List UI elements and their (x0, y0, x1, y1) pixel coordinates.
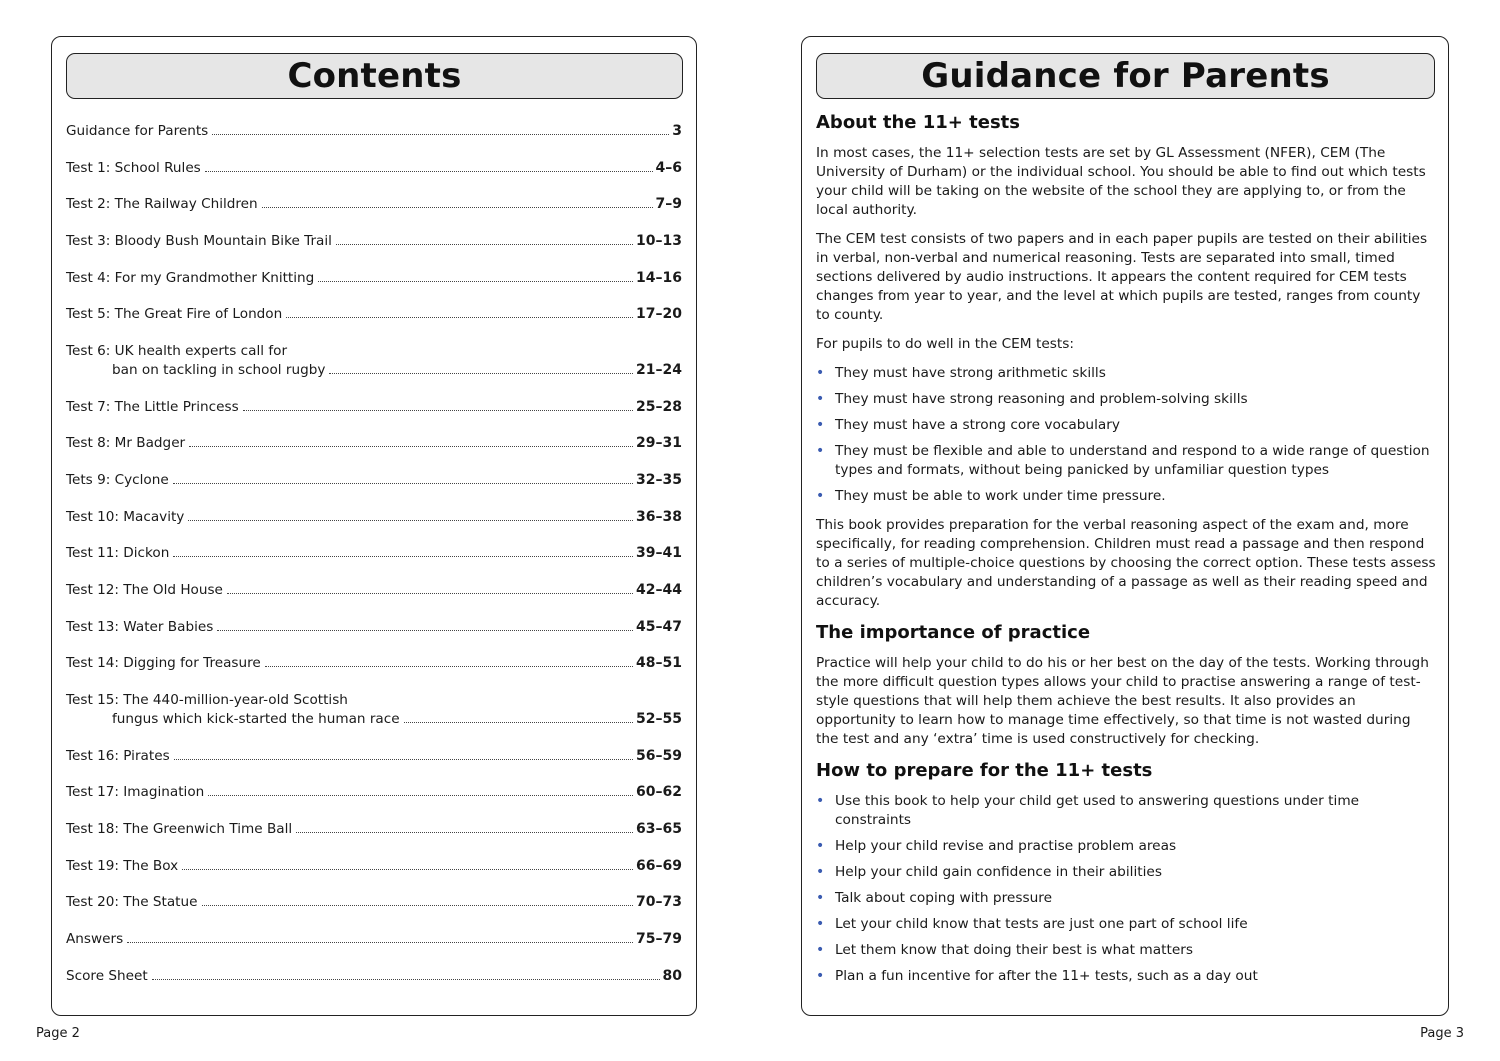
toc-entry-title: Test 7: The Little Princess (66, 398, 239, 415)
toc-entry-page: 52–55 (636, 711, 682, 728)
toc-entry-line2 (66, 711, 682, 727)
toc-entry-page: 17–20 (636, 306, 682, 323)
toc-entry[interactable] (66, 343, 682, 399)
bullet-icon: • (816, 417, 825, 433)
leader-dots (182, 869, 633, 870)
bullet-icon: • (816, 443, 825, 459)
toc-entry-title: Answers (66, 931, 124, 948)
bullet-text: They must have strong reasoning and problem-solving skills (835, 391, 1248, 407)
paragraph: The CEM test consists of two papers and in each paper pupils are tested on their abilities in verbal, non-verbal and numerical reasoning. Tests are separated into small, timed sections delivered by audio instructions. It appears the content required for CEM tests changes from year to year, and the level at which pupils are tested, ranges from county to county. (816, 231, 1428, 323)
section-heading: How to prepare for the 11+ tests (816, 760, 1153, 781)
bullet-item (816, 416, 1436, 435)
leader-dots (173, 483, 633, 484)
toc-entry[interactable] (66, 160, 682, 197)
toc-entry[interactable] (66, 306, 682, 343)
bullet-item (816, 967, 1436, 986)
toc-entry[interactable] (66, 968, 682, 1005)
leader-dots (202, 905, 634, 906)
toc-entry[interactable] (66, 233, 682, 270)
paragraph: This book provides preparation for the verbal reasoning aspect of the exam and, more specifically, for reading comprehension. Children must read a passage and then respond to a series of multiple-choice questions by choosing the correct option. These tests assess children’s vocabulary and understanding of a passage as well as their reading speed and accuracy. (816, 517, 1436, 609)
toc-entry-page: 63–65 (636, 821, 682, 837)
paragraph: Practice will help your child to do his or her best on the day of the tests. Working through the more difficult question types allows your child to practise answering a range of test-style questions that will help them achieve the best results. It also provides an opportunity to learn how to manage time effectively, so that time is not wasted during the test and any ‘extra’ time is used constructively for checking. (816, 655, 1429, 747)
toc-entry-title: Test 3: Bloody Bush Mountain Bike Trail (66, 233, 332, 250)
paragraph: For pupils to do well in the CEM tests: (816, 336, 1074, 352)
toc-entry-page: 80 (662, 967, 682, 984)
bullet-text: Help your child revise and practise problem areas (835, 838, 1177, 854)
bullet-text: Use this book to help your child get used to answering questions under time constraints (835, 793, 1360, 828)
bullet-text: They must have a strong core vocabulary (835, 417, 1121, 433)
table-of-contents (66, 123, 682, 1004)
leader-dots (318, 281, 633, 282)
contents-title: Contents (66, 53, 683, 99)
toc-entry-title: Test 6: UK health experts call for (66, 343, 288, 360)
toc-entry[interactable] (66, 582, 682, 619)
toc-entry-page: 36–38 (636, 508, 682, 525)
toc-entry-line2 (66, 362, 682, 378)
bullet-icon: • (816, 488, 825, 504)
toc-entry[interactable] (66, 435, 682, 472)
toc-entry-page: 10–13 (636, 233, 682, 250)
toc-entry-page: 60–62 (636, 784, 682, 801)
toc-entry-title: Test 18: The Greenwich Time Ball (66, 821, 293, 837)
bullet-item (816, 889, 1436, 908)
toc-entry[interactable] (66, 784, 682, 821)
leader-dots (227, 593, 633, 594)
toc-entry-page: 21–24 (636, 362, 682, 379)
bullet-item (816, 915, 1436, 934)
leader-dots (189, 446, 633, 447)
bullet-icon: • (816, 793, 825, 809)
leader-dots (188, 520, 633, 521)
bullet-text: Help your child gain confidence in their abilities (835, 864, 1162, 880)
toc-entry[interactable] (66, 619, 682, 656)
bullet-text: Plan a fun incentive for after the 11+ tests, such as a day out (835, 968, 1258, 984)
bullet-text: Let them know that doing their best is what matters (835, 942, 1194, 958)
bullet-text: They must be able to work under time pressure. (835, 488, 1166, 504)
bullet-item (816, 442, 1436, 480)
bullet-text: Talk about coping with pressure (835, 890, 1053, 906)
leader-dots (173, 556, 633, 557)
leader-dots (243, 410, 633, 411)
toc-entry[interactable] (66, 748, 682, 785)
toc-entry-title: Test 2: The Railway Children (66, 196, 258, 213)
leader-dots (336, 244, 633, 245)
bullet-icon: • (816, 838, 825, 854)
bullet-icon: • (816, 365, 825, 381)
section-heading: The importance of practice (816, 622, 1091, 643)
leader-dots (262, 207, 653, 208)
leader-dots (208, 795, 633, 796)
toc-entry-title: Test 8: Mr Badger (66, 435, 186, 452)
toc-entry-page: 45–47 (636, 618, 682, 635)
toc-entry-page: 70–73 (636, 894, 682, 911)
toc-entry-title-continued: fungus which kick-started the human race (112, 711, 400, 728)
bullet-text: Let your child know that tests are just one part of school life (835, 916, 1248, 932)
toc-entry-page: 56–59 (636, 747, 682, 764)
toc-entry-title: Test 10: Macavity (66, 508, 185, 525)
contents-panel (51, 36, 697, 1016)
toc-entry-page: 48–51 (636, 655, 682, 672)
toc-entry-page: 4–6 (655, 159, 682, 176)
toc-entry-page: 66–69 (636, 857, 682, 874)
bullet-item (816, 792, 1436, 830)
toc-entry-title: Score Sheet (66, 967, 148, 984)
toc-entry-title: Test 12: The Old House (66, 582, 223, 599)
leader-dots (404, 722, 633, 723)
toc-entry-page: 42–44 (636, 582, 682, 599)
leader-dots (205, 171, 653, 172)
toc-entry-title: Tets 9: Cyclone (66, 472, 169, 488)
bullet-text: They must have strong arithmetic skills (835, 365, 1106, 381)
leader-dots (217, 630, 633, 631)
bullet-item (816, 487, 1436, 506)
toc-entry-page: 7–9 (655, 196, 682, 213)
bullet-item (816, 837, 1436, 856)
toc-entry[interactable] (66, 270, 682, 307)
toc-entry-title: Test 15: The 440-million-year-old Scottish (66, 692, 348, 709)
toc-entry[interactable] (66, 821, 682, 858)
toc-entry[interactable] (66, 509, 682, 546)
toc-entry-title: Test 16: Pirates (66, 747, 170, 764)
guidance-title: Guidance for Parents (816, 53, 1435, 99)
guidance-content (816, 111, 1436, 996)
leader-dots (127, 942, 633, 943)
leader-dots (152, 979, 660, 980)
toc-entry-page: 3 (672, 123, 682, 139)
toc-entry-page: 25–28 (636, 398, 682, 415)
bullet-icon: • (816, 968, 825, 984)
toc-entry-page: 14–16 (636, 269, 682, 286)
leader-dots (212, 134, 669, 135)
toc-entry[interactable] (66, 399, 682, 436)
toc-entry-page: 39–41 (636, 545, 682, 562)
toc-entry[interactable] (66, 894, 682, 931)
toc-entry[interactable] (66, 931, 682, 968)
bullet-icon: • (816, 391, 825, 407)
bullet-list (816, 792, 1436, 986)
bullet-icon: • (816, 916, 825, 932)
leader-dots (174, 759, 633, 760)
toc-entry-title: Test 14: Digging for Treasure (66, 655, 261, 672)
toc-entry[interactable] (66, 858, 682, 895)
toc-entry-page: 32–35 (636, 472, 682, 488)
bullet-text: They must be flexible and able to understand and respond to a wide range of question types and formats, without being panicked by unfamiliar question types (835, 443, 1430, 478)
page-number-right: Page 3 (1420, 1026, 1464, 1041)
guidance-panel (801, 36, 1449, 1016)
toc-entry-title: Test 1: School Rules (66, 159, 201, 176)
bullet-icon: • (816, 864, 825, 880)
bullet-item (816, 863, 1436, 882)
toc-entry[interactable] (66, 545, 682, 582)
bullet-icon: • (816, 942, 825, 958)
paragraph: In most cases, the 11+ selection tests are set by GL Assessment (NFER), CEM (The University of Durham) or the individual school. You should be able to find out which tests your child will be taking on the website of the school they are applying to, or from the local authority. (816, 145, 1426, 218)
toc-entry[interactable] (66, 196, 682, 233)
bullet-icon: • (816, 890, 825, 906)
page-number-left: Page 2 (36, 1026, 80, 1041)
bullet-item (816, 941, 1436, 960)
section-heading: About the 11+ tests (816, 112, 1021, 133)
toc-entry-page: 29–31 (636, 435, 682, 452)
toc-entry-title: Guidance for Parents (66, 123, 209, 139)
toc-entry-title: Test 4: For my Grandmother Knitting (66, 269, 315, 286)
toc-entry[interactable] (66, 655, 682, 692)
bullet-item (816, 390, 1436, 409)
leader-dots (265, 666, 633, 667)
toc-entry-title: Test 11: Dickon (66, 545, 170, 562)
toc-entry-title-continued: ban on tackling in school rugby (112, 362, 326, 379)
leader-dots (286, 317, 633, 318)
toc-entry-title: Test 5: The Great Fire of London (66, 306, 283, 323)
bullet-item (816, 364, 1436, 383)
toc-entry[interactable] (66, 472, 682, 509)
leader-dots (296, 832, 633, 833)
toc-entry-title: Test 19: The Box (66, 857, 179, 874)
toc-entry[interactable] (66, 692, 682, 748)
toc-entry-title: Test 17: Imagination (66, 784, 205, 801)
toc-entry-page: 75–79 (636, 931, 682, 948)
leader-dots (329, 373, 633, 374)
toc-entry-title: Test 13: Water Babies (66, 618, 214, 635)
toc-entry[interactable] (66, 123, 682, 160)
bullet-list (816, 364, 1436, 506)
toc-entry-title: Test 20: The Statue (66, 894, 198, 911)
